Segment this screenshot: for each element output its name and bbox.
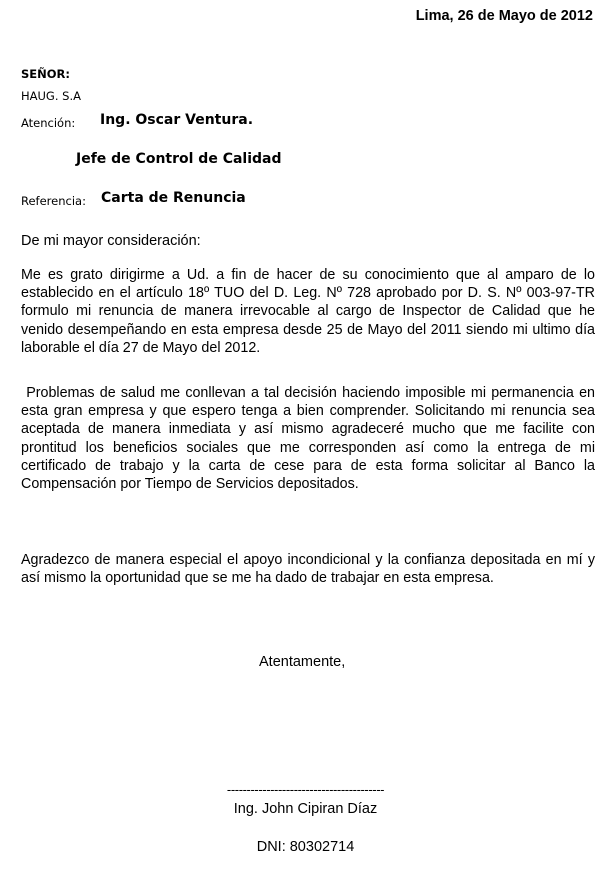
greeting: De mi mayor consideración:: [21, 233, 201, 249]
salutation-label: SEÑOR:: [21, 67, 70, 81]
letter-date: Lima, 26 de Mayo de 2012: [415, 8, 593, 24]
attention-label: Atención:: [21, 116, 76, 130]
paragraph-gratitude: Agradezco de manera especial el apoyo incondicional y la confianza depositada en mí y así mismo la oportunidad que se me ha dado de trabajar en esta empresa.: [21, 552, 595, 587]
paragraph-resignation: Me es grato dirigirme a Ud. a fin de hacer de su conocimiento que al amparo de lo establecido en el artículo 18º TUO del D. Leg. Nº 728 aprobado por D. S. Nº 003-97-TR formulo mi renuncia de manera irrevocable al cargo de Inspector de Calidad que he venido desempeñando en esta empresa desde 25 de Mayo del 2011 siendo mi ultimo día laborable el día 27 de Mayo del 2012.: [21, 267, 595, 356]
signatory-dni: DNI: 80302714: [256, 839, 355, 855]
recipient-company: HAUG. S.A: [21, 89, 81, 103]
reference-value: Carta de Renuncia: [101, 190, 246, 206]
recipient-position: Jefe de Control de Calidad: [76, 151, 282, 167]
reference-label: Referencia:: [21, 194, 86, 208]
signatory-name: Ing. John Cipiran Díaz: [233, 801, 378, 817]
closing: Atentamente,: [259, 654, 346, 670]
attention-name: Ing. Oscar Ventura.: [100, 112, 254, 128]
signature-line: ----------------------------------------: [226, 782, 385, 797]
paragraph-reasons: Problemas de salud me conllevan a tal decisión haciendo imposible mi permanencia en esta gran empresa y que espero tenga a bien comprender. Solicitando mi renuncia sea aceptada de manera inmediata y así mismo agradeceré mucho que me facilite con prontitud los beneficios sociales que me corresponden así como la entrega de mi certificado de trabajo y la carta de cese para de esta forma solicitar al Banco la Compensación por Tiempo de Servicios depositados.: [21, 385, 599, 493]
